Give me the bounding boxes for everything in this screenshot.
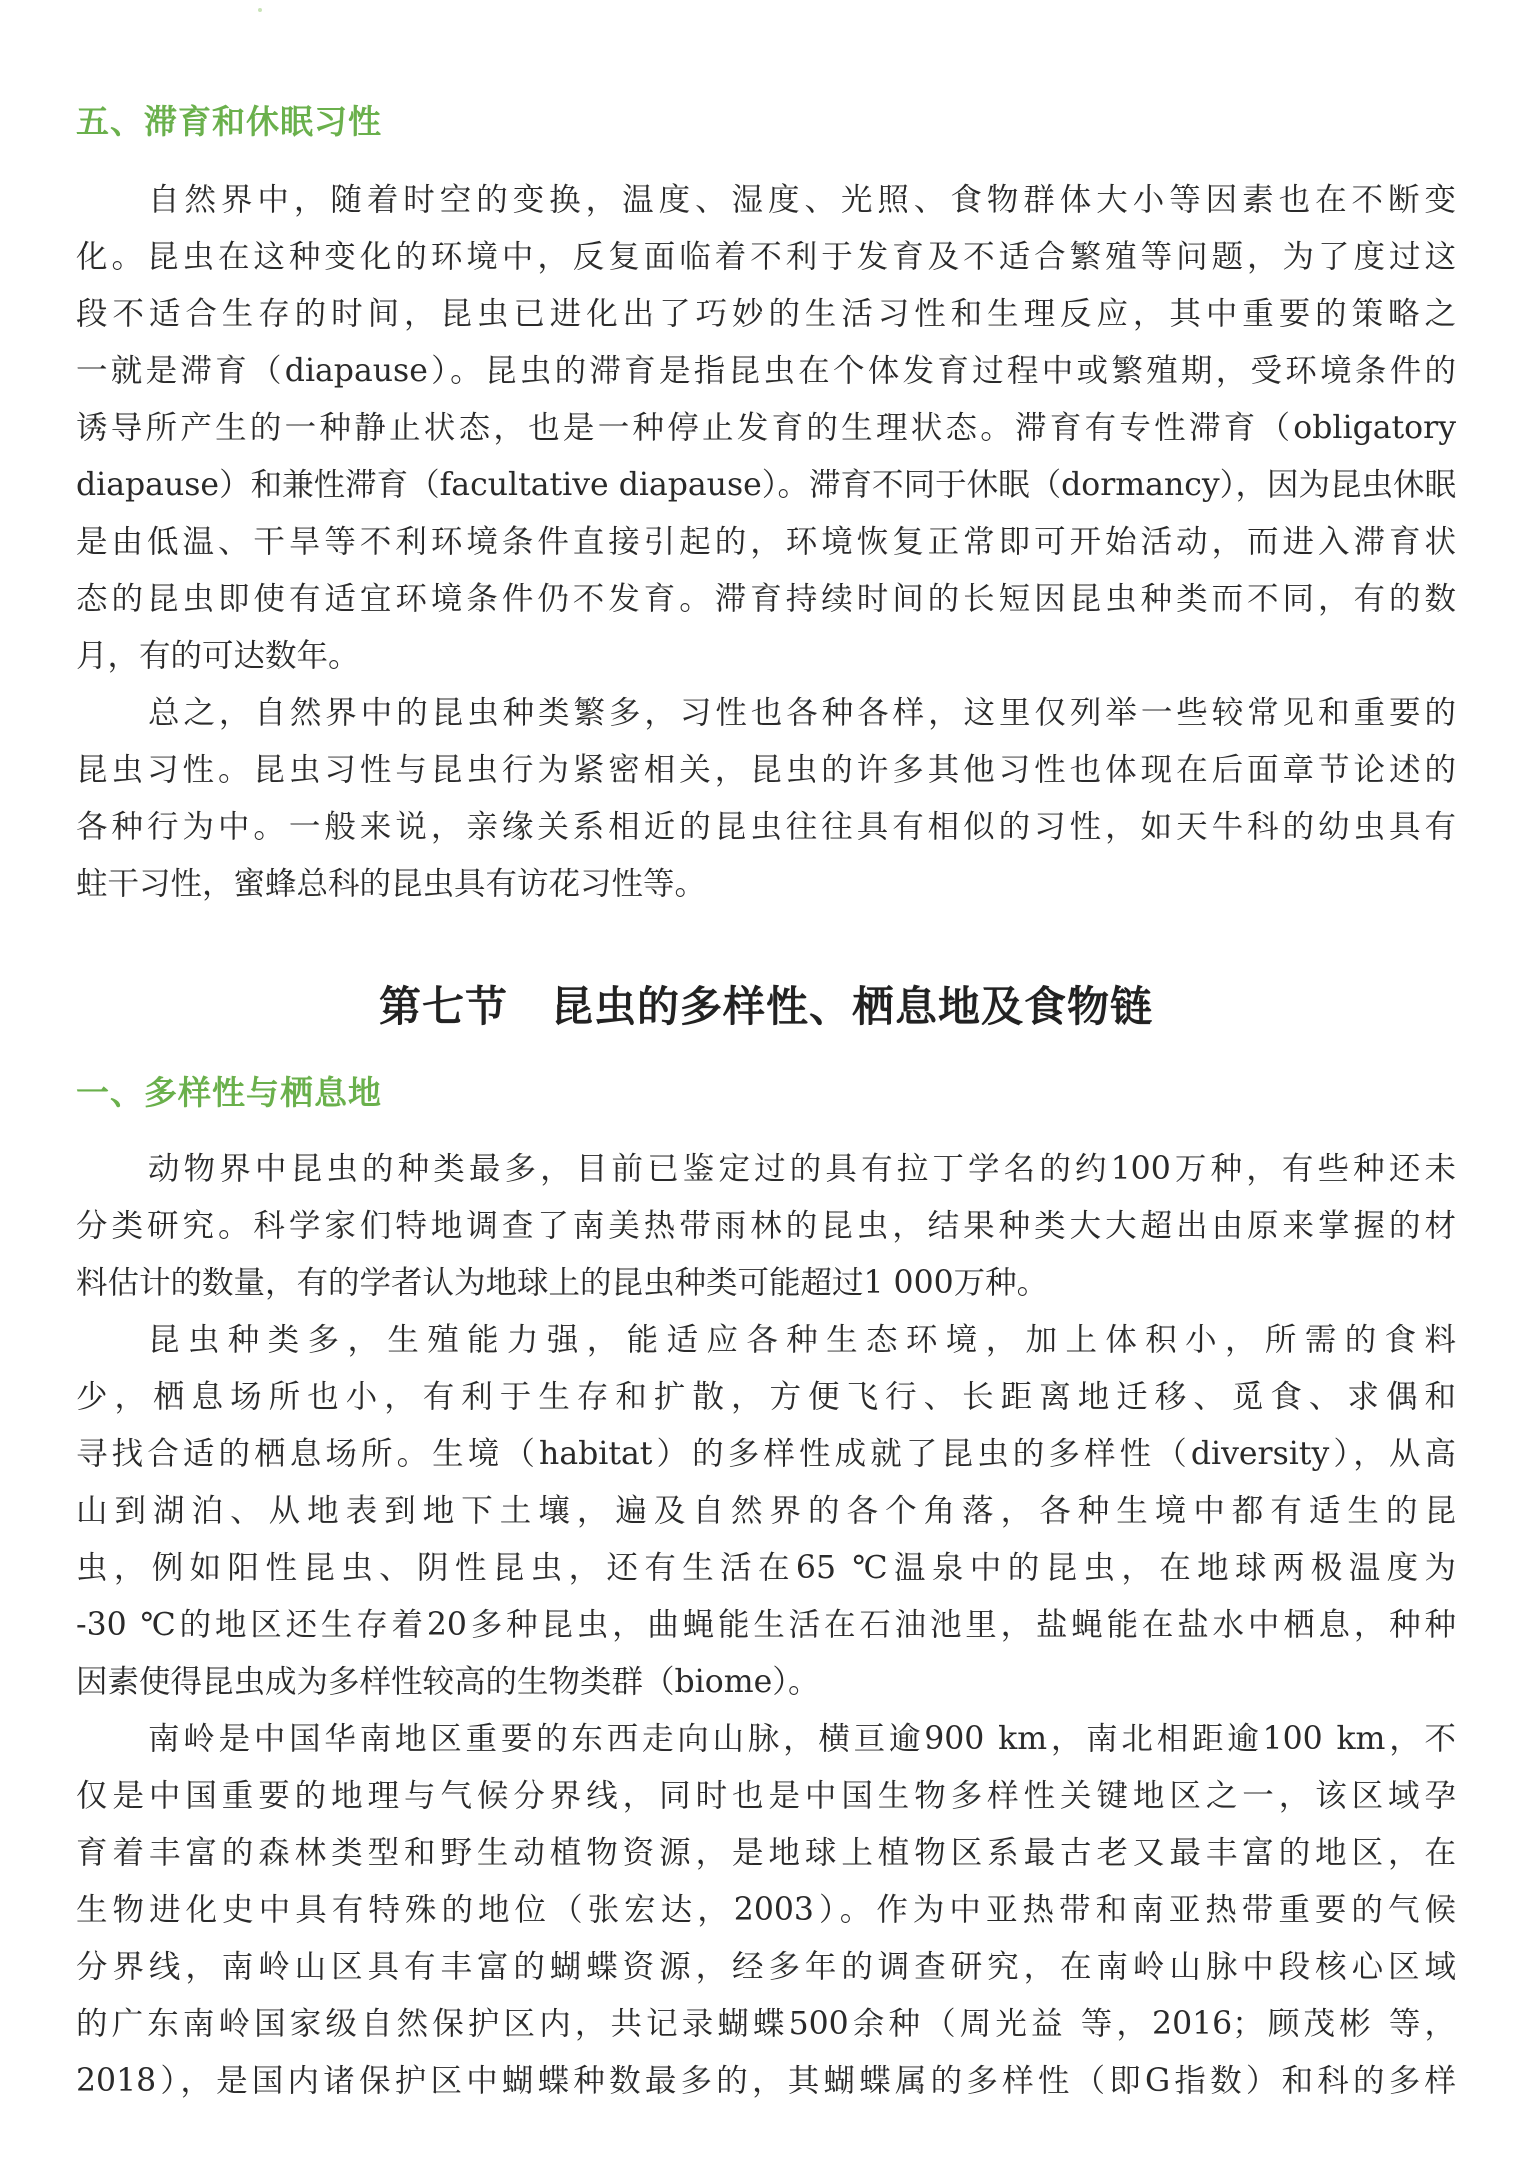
text-line: 各种行为中。一般来说，亲缘关系相近的昆虫往往具有相似的习性，如天牛科的幼虫具有 (76, 809, 1456, 845)
paragraph-habits-summary (76, 685, 1456, 913)
text-line: 虫，例如阳性昆虫、阴性昆虫，还有生活在65 ℃温泉中的昆虫，在地球两极温度为 (76, 1550, 1456, 1586)
paragraph-species-count (76, 1141, 1456, 1312)
text-line: 因素使得昆虫成为多样性较高的生物类群（biome）。 (76, 1664, 820, 1700)
text-line: 化。昆虫在这种变化的环境中，反复面临着不利于发育及不适合繁殖等问题，为了度过这 (76, 239, 1456, 275)
text-line: -30 ℃的地区还生存着20多种昆虫，曲蝇能生活在石油池里，盐蝇能在盐水中栖息，种种 (76, 1607, 1456, 1643)
text-line: 一就是滞育（diapause）。昆虫的滞育是指昆虫在个体发育过程中或繁殖期，受环境条件的 (76, 353, 1456, 389)
paragraph-habitat-diversity (76, 1312, 1456, 1711)
text-line: 2018），是国内诸保护区中蝴蝶种数最多的，其蝴蝶属的多样性（即G指数）和科的多样 (76, 2063, 1456, 2099)
text-line: diapause）和兼性滞育（facultative diapause）。滞育不同于休眠（dormancy），因为昆虫休眠 (76, 467, 1456, 503)
text-line: 昆虫种类多，生殖能力强，能适应各种生态环境，加上体积小，所需的食料 (148, 1322, 1456, 1358)
text-line: 诱导所产生的一种静止状态，也是一种停止发育的生理状态。滞育有专性滞育（obligatory (76, 410, 1456, 446)
text-line: 月，有的可达数年。 (76, 638, 360, 674)
text-line: 总之，自然界中的昆虫种类繁多，习性也各种各样，这里仅列举一些较常见和重要的 (148, 695, 1456, 731)
text-line: 生物进化史中具有特殊的地位（张宏达，2003）。作为中亚热带和南亚热带重要的气候 (76, 1892, 1456, 1928)
text-line: 育着丰富的森林类型和野生动植物资源，是地球上植物区系最古老又最丰富的地区，在 (76, 1835, 1456, 1871)
paragraph-diapause (76, 172, 1456, 685)
text-line: 是由低温、干旱等不利环境条件直接引起的，环境恢复正常即可开始活动，而进入滞育状 (76, 524, 1456, 560)
scan-dot (258, 8, 262, 12)
chapter-title: 第七节 昆虫的多样性、栖息地及食物链 (378, 982, 1153, 1031)
text-line: 的广东南岭国家级自然保护区内，共记录蝴蝶500余种（周光益 等，2016；顾茂彬 等， (76, 2006, 1456, 2042)
text-line: 蛀干习性，蜜蜂总科的昆虫具有访花习性等。 (76, 866, 707, 902)
section-heading-diversity: 一、多样性与栖息地 (76, 1073, 382, 1112)
text-line: 仅是中国重要的地理与气候分界线，同时也是中国生物多样性关键地区之一，该区域孕 (76, 1778, 1456, 1814)
text-line: 昆虫习性。昆虫习性与昆虫行为紧密相关，昆虫的许多其他习性也体现在后面章节论述的 (76, 752, 1456, 788)
text-line: 分界线，南岭山区具有丰富的蝴蝶资源，经多年的调查研究，在南岭山脉中段核心区域 (76, 1949, 1456, 1985)
text-line: 山到湖泊、从地表到地下土壤，遍及自然界的各个角落，各种生境中都有适生的昆 (76, 1493, 1456, 1529)
text-line: 分类研究。科学家们特地调查了南美热带雨林的昆虫，结果种类大大超出由原来掌握的材 (76, 1208, 1456, 1244)
text-line: 动物界中昆虫的种类最多，目前已鉴定过的具有拉丁学名的约100万种，有些种还未 (148, 1151, 1456, 1187)
section-heading-dormancy: 五、滞育和休眠习性 (76, 102, 382, 141)
text-line: 自然界中，随着时空的变换，温度、湿度、光照、食物群体大小等因素也在不断变 (148, 182, 1456, 218)
text-line: 料估计的数量，有的学者认为地球上的昆虫种类可能超过1 000万种。 (76, 1265, 1049, 1301)
paragraph-nanling (76, 1711, 1456, 2110)
text-line: 南岭是中国华南地区重要的东西走向山脉，横亘逾900 km，南北相距逾100 km，不 (148, 1721, 1456, 1757)
text-line: 少，栖息场所也小，有利于生存和扩散，方便飞行、长距离地迁移、觅食、求偶和 (76, 1379, 1456, 1415)
text-line: 段不适合生存的时间，昆虫已进化出了巧妙的生活习性和生理反应，其中重要的策略之 (76, 296, 1456, 332)
text-line: 寻找合适的栖息场所。生境（habitat）的多样性成就了昆虫的多样性（diversity），从高 (76, 1436, 1456, 1472)
text-line: 态的昆虫即使有适宜环境条件仍不发育。滞育持续时间的长短因昆虫种类而不同，有的数 (76, 581, 1456, 617)
